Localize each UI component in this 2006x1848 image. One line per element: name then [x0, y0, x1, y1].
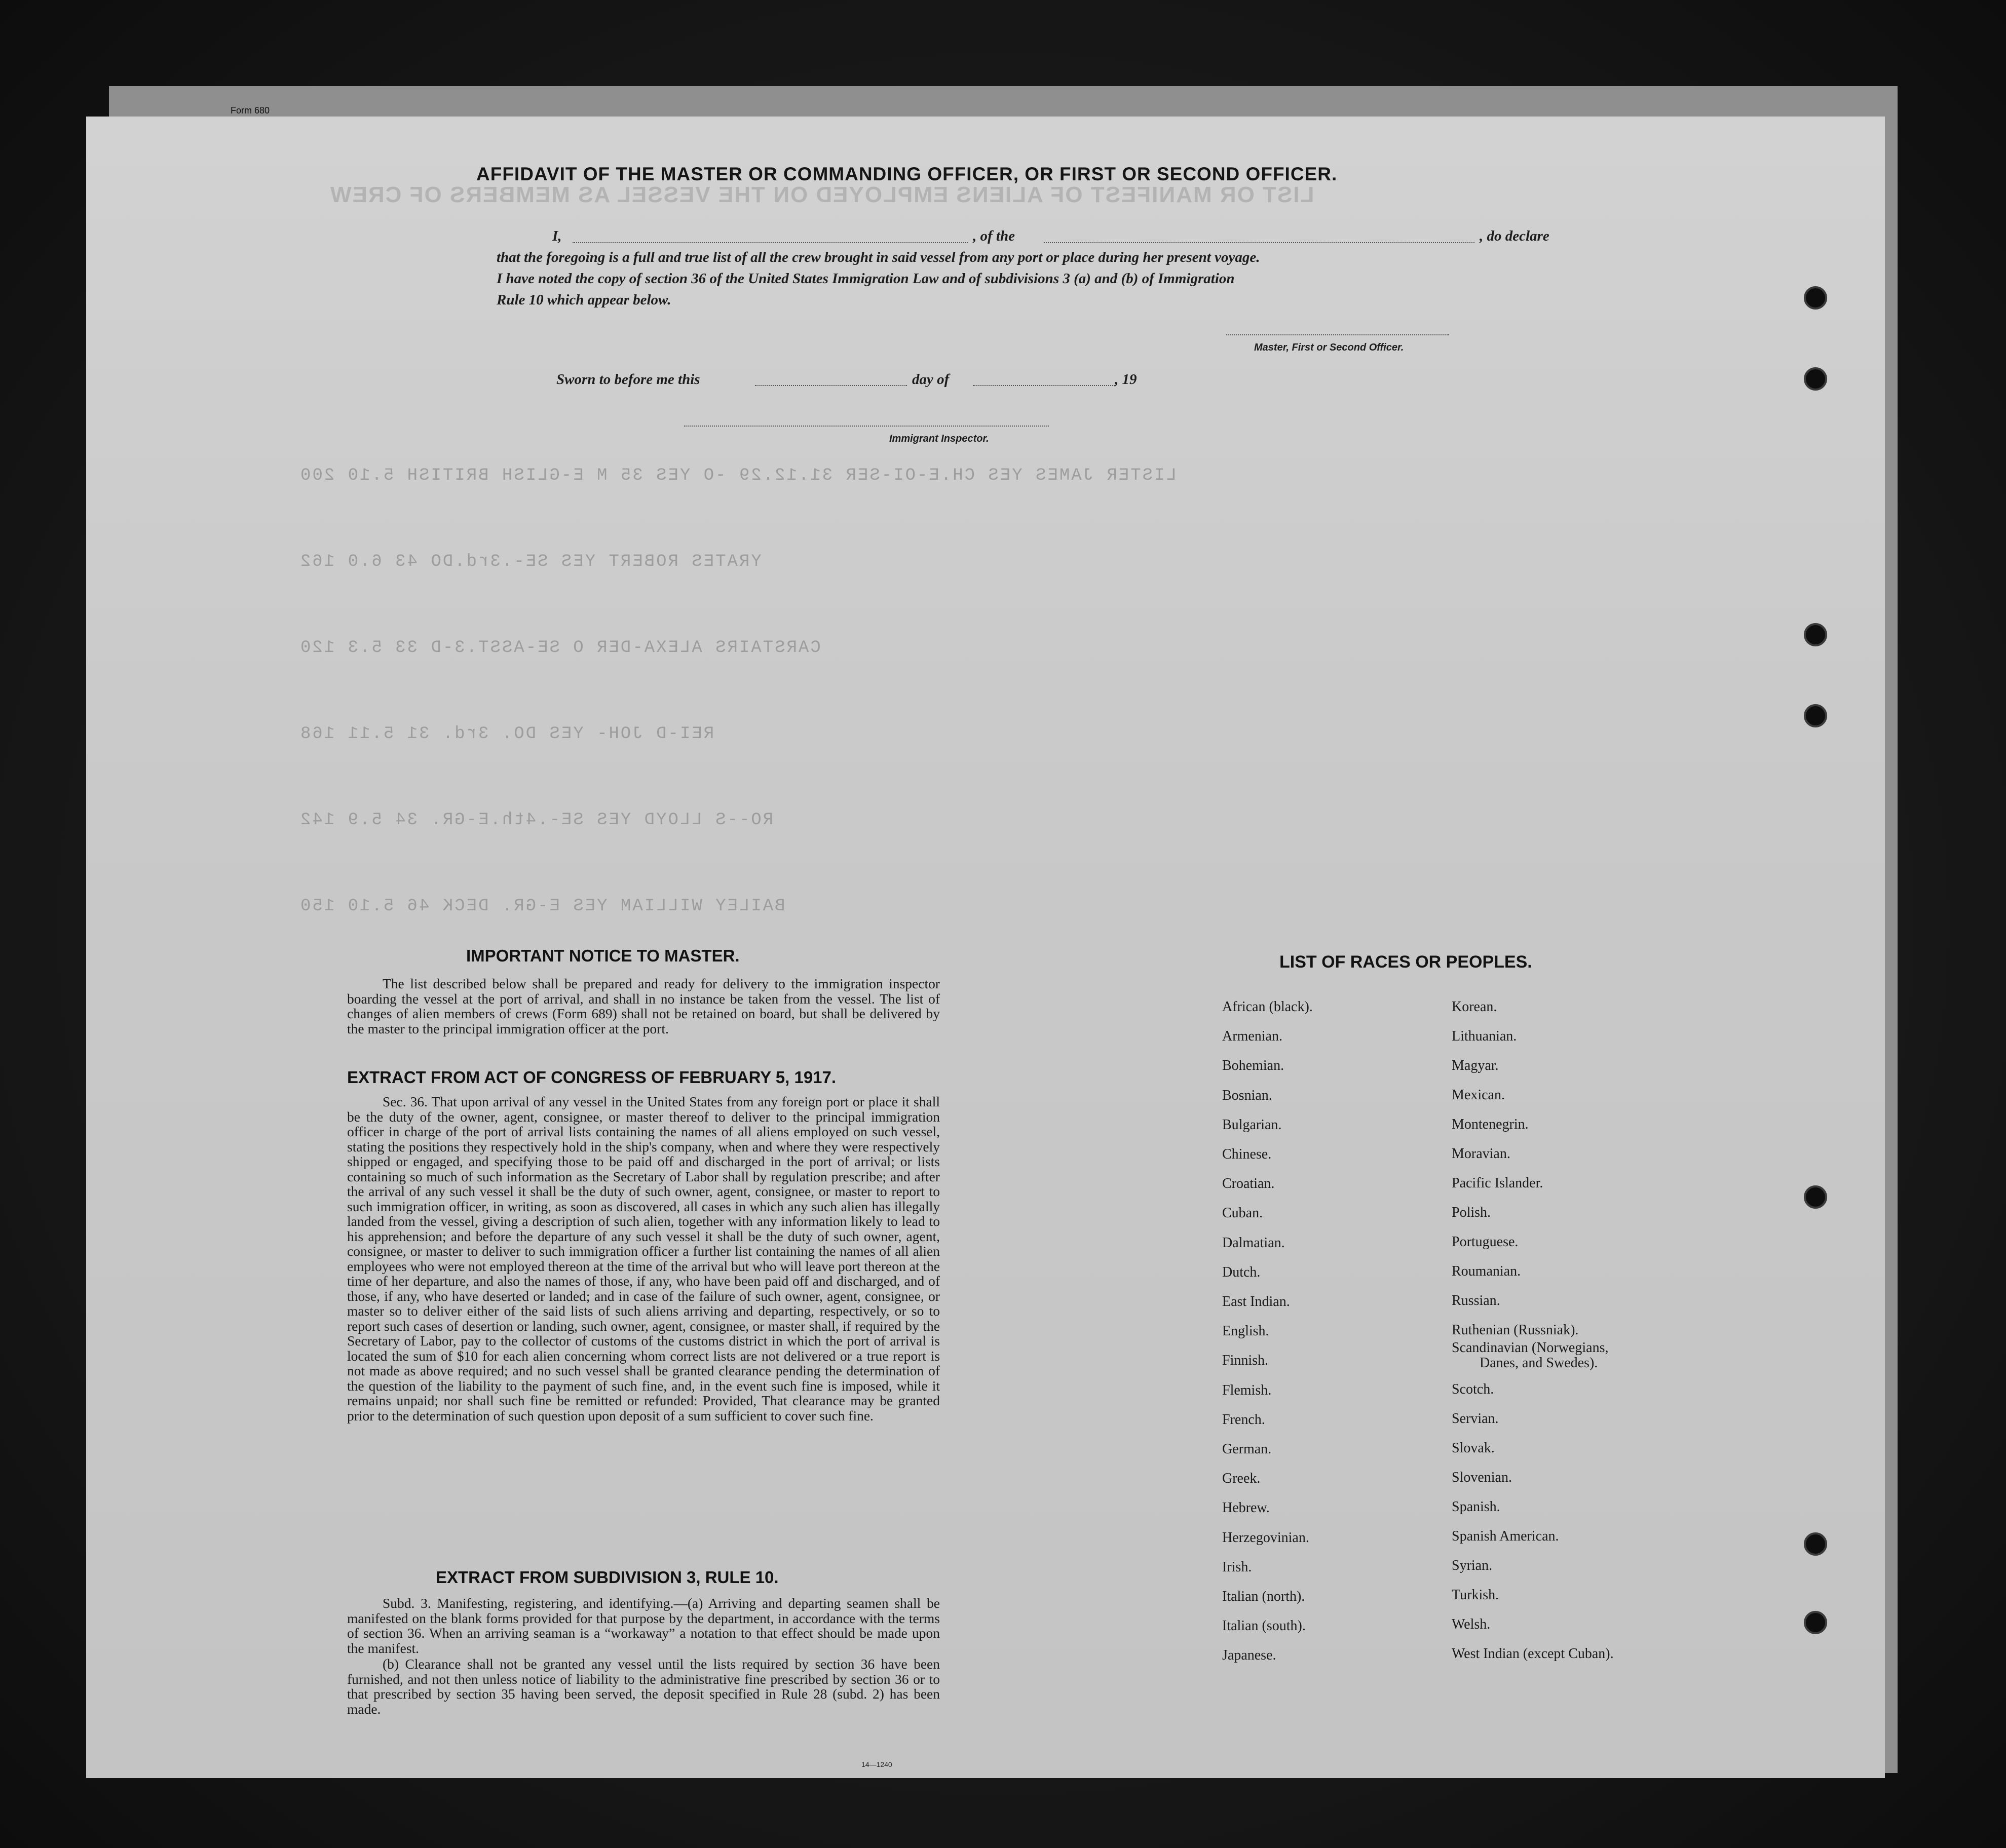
- affidavit-declare-label: , do declare: [1480, 228, 1549, 244]
- race-item: Turkish.: [1452, 1587, 1499, 1603]
- form-number: Form 680: [231, 105, 270, 115]
- race-item: Herzegovinian.: [1222, 1529, 1309, 1546]
- race-item: German.: [1222, 1441, 1272, 1457]
- race-item: English.: [1222, 1323, 1269, 1339]
- rule-extract-heading: EXTRACT FROM SUBDIVISION 3, RULE 10.: [436, 1568, 779, 1587]
- race-item: Chinese.: [1222, 1146, 1272, 1162]
- race-item: Italian (north).: [1222, 1589, 1305, 1604]
- race-item: Portuguese.: [1452, 1234, 1519, 1250]
- race-item: Welsh.: [1452, 1616, 1491, 1632]
- inspector-caption: Immigrant Inspector.: [889, 433, 989, 444]
- race-item: East Indian.: [1222, 1294, 1290, 1310]
- race-item: Flemish.: [1222, 1382, 1272, 1398]
- race-item: Magyar.: [1452, 1058, 1499, 1073]
- race-item: Korean.: [1452, 999, 1497, 1015]
- race-item: Greek.: [1222, 1471, 1261, 1487]
- race-item: Scotch.: [1452, 1381, 1494, 1397]
- race-item: Roumanian.: [1452, 1263, 1521, 1279]
- race-item: Servian.: [1452, 1411, 1499, 1427]
- affidavit-statement-line: Rule 10 which appear below.: [497, 292, 671, 308]
- sworn-month-field[interactable]: [973, 385, 1115, 386]
- race-item: West Indian (except Cuban).: [1452, 1646, 1614, 1662]
- punch-hole: [1804, 623, 1827, 646]
- race-item: Hebrew.: [1222, 1500, 1270, 1516]
- bleed-through-row: RO--S LLOYD YES SE-.4th.E-GR. 34 5.9 142: [299, 811, 774, 830]
- race-item: Pacific Islander.: [1452, 1175, 1543, 1191]
- bleed-through-title: LIST OR MANIFEST OF ALIENS EMPLOYED ON THE VESSEL AS MEMBERS OF CREW: [329, 182, 1314, 207]
- notice-text: The list described below shall be prepared and ready for delivery to the immigration inspector boarding the vessel at the port of arrival, and shall in no instance be taken from the vessel. The list of changes of alien members of crews (Form 689) shall not be retained on board, but shall be delivered by the master to the principal immigration officer at the port.: [347, 976, 940, 1036]
- sworn-day-of-label: day of: [912, 371, 950, 388]
- race-item: Montenegrin.: [1452, 1116, 1529, 1132]
- punch-hole: [1804, 286, 1827, 310]
- inspector-signature-field[interactable]: [684, 426, 1049, 427]
- affidavit-statement-line: I have noted the copy of section 36 of the United States Immigration Law and of subdivisions 3 (a) and (b) of Immigration: [497, 271, 1235, 287]
- bleed-through-row: CARSTAIRS ALEXA-DER O SE-ASST.3-D 33 5.3 120: [299, 638, 821, 658]
- act-extract-heading: EXTRACT FROM ACT OF CONGRESS OF FEBRUARY 5, 1917.: [347, 1068, 837, 1087]
- rule-extract-text-a: Subd. 3. Manifesting, registering, and identifying.—(a) Arriving and departing seamen shall be manifested on the blank forms provided for that purpose by the department, in accordance with the terms of section 36. When an arriving seaman is a “workaway” a notation to that effect should be made upon the manifest.: [347, 1595, 940, 1656]
- race-item: Lithuanian.: [1452, 1028, 1517, 1044]
- punch-hole: [1804, 1185, 1827, 1209]
- race-item: Polish.: [1452, 1205, 1491, 1220]
- bleed-through-row: REI-D JOH- YES DO. 3rd. 31 5.11 168: [299, 724, 714, 744]
- sworn-year-label: , 19: [1115, 371, 1137, 388]
- race-item: Finnish.: [1222, 1353, 1269, 1369]
- rule-extract-text-b: (b) Clearance shall not be granted any vessel until the lists required by section 36 have been furnished, and not then unless notice of liability to the administrative fine prescribed by section 36 or to that prescribed by section 35 having been served, the deposit specified in Rule 28 (subd. 2) has been made.: [347, 1656, 940, 1717]
- affidavit-vessel-label: , of the: [973, 228, 1015, 244]
- races-heading: LIST OF RACES OR PEOPLES.: [1279, 952, 1532, 972]
- race-item: Spanish American.: [1452, 1528, 1559, 1544]
- document-page: [86, 117, 1885, 1778]
- race-item: Russian.: [1452, 1293, 1500, 1308]
- race-item: Ruthenian (Russniak).: [1452, 1322, 1579, 1338]
- race-item: Bohemian.: [1222, 1058, 1284, 1074]
- race-item: Bulgarian.: [1222, 1116, 1282, 1133]
- punch-hole: [1804, 1611, 1827, 1634]
- race-item: Bosnian.: [1222, 1087, 1272, 1103]
- race-item: Danes, and Swedes).: [1480, 1355, 1598, 1371]
- affidavit-title: AFFIDAVIT OF THE MASTER OR COMMANDING OFFICER, OR FIRST OR SECOND OFFICER.: [476, 164, 1338, 184]
- race-item: Slovenian.: [1452, 1470, 1512, 1485]
- affidavit-declarant-label: I,: [552, 228, 562, 244]
- print-code: 14—1240: [861, 1760, 892, 1768]
- race-item: African (black).: [1222, 999, 1313, 1015]
- bleed-through-row: LISTER JAMES YES CH.E-OI-SER 31.12.29 -O YES 35 M E-GLISH BRITISH 5.10 200: [299, 466, 1177, 485]
- race-item: Cuban.: [1222, 1205, 1263, 1221]
- race-item: Scandinavian (Norwegians,: [1452, 1340, 1609, 1356]
- punch-hole: [1804, 704, 1827, 727]
- race-item: Dutch.: [1222, 1264, 1261, 1280]
- bleed-through-row: YRATES ROBERT YES SE-.3rd.DO 43 6.0 162: [299, 552, 762, 571]
- bleed-through-row: BAILEY WILLIAM YES E-GR. DECK 46 5.10 150: [299, 897, 785, 916]
- race-item: Japanese.: [1222, 1647, 1276, 1664]
- race-item: Armenian.: [1222, 1028, 1282, 1045]
- affidavit-statement-line: that the foregoing is a full and true list of all the crew brought in said vessel from any port or place during her present voyage.: [497, 249, 1260, 265]
- punch-hole: [1804, 1532, 1827, 1556]
- race-item: Moravian.: [1452, 1146, 1510, 1162]
- sworn-day-field[interactable]: [755, 385, 907, 386]
- declarant-name-field[interactable]: [573, 242, 968, 243]
- master-signature-caption: Master, First or Second Officer.: [1254, 342, 1404, 353]
- race-item: Slovak.: [1452, 1440, 1495, 1456]
- act-extract-text: Sec. 36. That upon arrival of any vessel in the United States from any foreign port or place it shall be the duty of the owner, agent, consignee, or master thereof to deliver to the principal immigration officer in charge of the port of arrival lists containing the names of all aliens employed on such vessel, stating the positions they respectively hold in the ship's company, when and where they were respectively shipped or engaged, and specifying those to be paid off and discharged in the port of arrival; or lists containing so much of such information as the Secretary of Labor shall by regulation prescribe; and after the arrival of any such vessel it shall be the duty of such owner, agent, consignee, or master to report to such immigration officer, in writing, as soon as discovered, all cases in which any such alien has illegally landed from the vessel, giving a description of such alien, together with any information likely to lead to his apprehension; and before the departure of any such vessel it shall be the duty of such owner, agent, consignee, or master to deliver to such immigration officer a further list containing the names of all alien employees who were not employed thereon at the time of the arrival but who will leave port thereon at the time of her departure, and also the names of those, if any, who have been paid off and discharged, and of those, if any, who have deserted or landed; and in case of the failure of such owner, agent, consignee, or master so to deliver either of the said lists of such aliens arriving and departing, respectively, or so to report such cases of desertion or landing, such owner, agent, consignee, or master shall, if required by the Secretary of Labor, pay to the collector of customs of the customs district in which the port of arrival is located the sum of $10 for each alien concerning whom correct lists are not delivered or a true report is not made as above required; and no such vessel shall be granted clearance pending the determination of the question of the liability to the payment of such fine, and, in the event such fine is imposed, while it remains unpaid; nor shall such fine be remitted or refunded: Provided, That clearance may be granted prior to the determination of such question upon deposit of a sum sufficient to cover such fine.: [347, 1094, 940, 1423]
- punch-hole: [1804, 367, 1827, 391]
- race-item: Croatian.: [1222, 1176, 1275, 1192]
- race-item: Mexican.: [1452, 1087, 1505, 1103]
- race-item: French.: [1222, 1411, 1265, 1428]
- race-item: Spanish.: [1452, 1499, 1500, 1515]
- sworn-label: Sworn to before me this: [556, 371, 700, 388]
- notice-heading: IMPORTANT NOTICE TO MASTER.: [466, 946, 740, 965]
- race-item: Dalmatian.: [1222, 1235, 1285, 1251]
- master-signature-field[interactable]: [1226, 334, 1449, 335]
- vessel-name-field[interactable]: [1044, 242, 1474, 243]
- race-item: Irish.: [1222, 1559, 1252, 1575]
- race-item: Italian (south).: [1222, 1618, 1306, 1634]
- race-item: Syrian.: [1452, 1558, 1493, 1573]
